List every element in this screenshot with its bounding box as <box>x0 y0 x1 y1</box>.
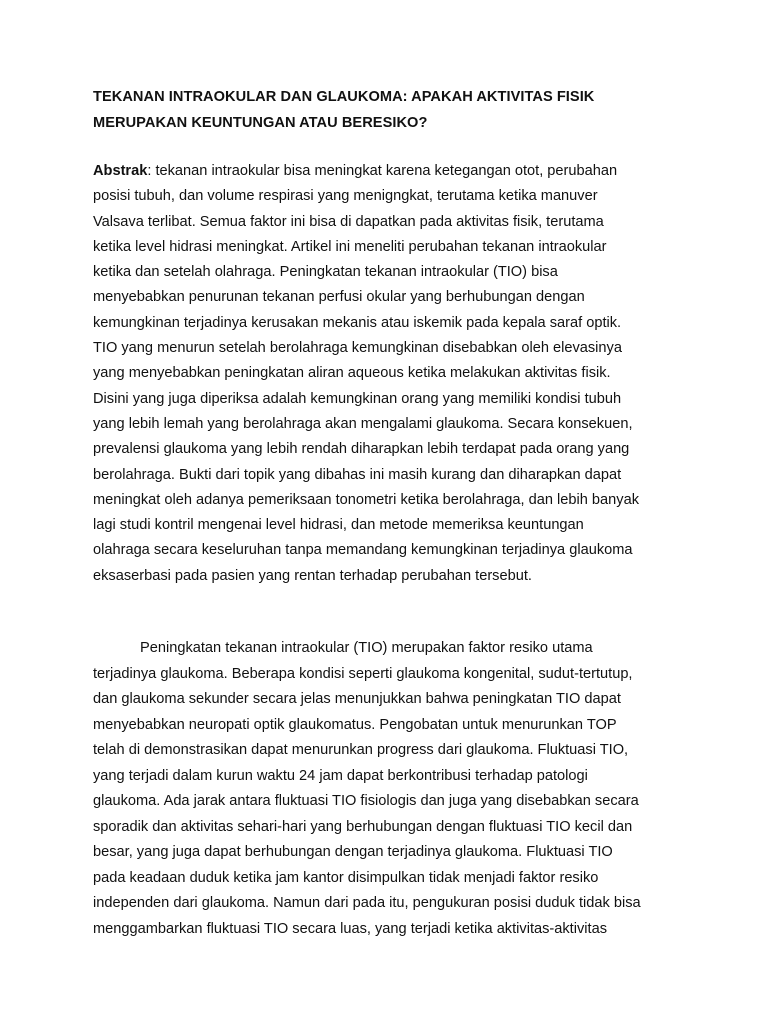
abstract-line: olahraga secara keseluruhan tanpa memandang kemungkinan terjadinya glaukoma <box>93 542 633 559</box>
body-line: terjadinya glaukoma. Beberapa kondisi seperti glaukoma kongenital, sudut-tertutup, <box>93 665 633 682</box>
abstract-line: eksaserbasi pada pasien yang rentan terhadap perubahan tersebut. <box>93 567 532 584</box>
body-line: menyebabkan neuropati optik glaukomatus. Pengobatan untuk menurunkan TOP <box>93 716 617 733</box>
abstract-line: yang lebih lemah yang berolahraga akan mengalami glaukoma. Secara konsekuen, <box>93 415 633 432</box>
abstract-line: ketika dan setelah olahraga. Peningkatan tekanan intraokular (TIO) bisa <box>93 264 558 281</box>
abstract-line: Disini yang juga diperiksa adalah kemungkinan orang yang memiliki kondisi tubuh <box>93 390 622 407</box>
abstract-line: Valsava terlibat. Semua faktor ini bisa di dapatkan pada aktivitas fisik, terutama <box>93 213 604 230</box>
abstract-line: posisi tubuh, dan volume respirasi yang menigngkat, terutama ketika manuver <box>93 188 598 205</box>
abstract-line: TIO yang menurun setelah berolahraga kemungkinan disebabkan oleh elevasinya <box>93 340 622 357</box>
body-line: telah di demonstrasikan dapat menurunkan progress dari glaukoma. Fluktuasi TIO, <box>93 742 629 758</box>
abstract-label: Abstrak <box>93 163 148 179</box>
abstract-line: lagi studi kontril mengenai level hidrasi, dan metode memeriksa keuntungan <box>93 517 584 534</box>
abstract-line: berolahraga. Bukti dari topik yang dibahas ini masih kurang dan diharapkan dapat <box>93 466 622 483</box>
title-line: MERUPAKAN KEUNTUNGAN ATAU BERESIKO? <box>93 114 428 131</box>
body-line: pada keadaan duduk ketika jam kantor disimpulkan tidak menjadi faktor resiko <box>93 869 599 886</box>
body-line: menggambarkan fluktuasi TIO secara luas, yang terjadi ketika aktivitas-aktivitas <box>93 920 607 937</box>
abstract-line: meningkat oleh adanya pemeriksaan tonometri ketika berolahraga, dan lebih banyak <box>93 491 639 508</box>
body-paragraph <box>93 636 693 942</box>
abstract-first-line-text: : tekanan intraokular bisa meningkat karena ketegangan otot, perubahan <box>147 163 618 179</box>
abstract-paragraph <box>93 159 693 589</box>
abstract-line: yang menyebabkan peningkatan aliran aqueous ketika melakukan aktivitas fisik. <box>93 365 611 382</box>
document-title <box>93 85 693 136</box>
body-line: sporadik dan aktivitas sehari-hari yang berhubungan dengan fluktuasi TIO kecil dan <box>93 818 633 835</box>
body-line: besar, yang juga dapat berhubungan dengan terjadinya glaukoma. Fluktuasi TIO <box>93 844 613 860</box>
body-line: Peningkatan tekanan intraokular (TIO) merupakan faktor resiko utama <box>140 640 593 656</box>
abstract-line: ketika level hidrasi meningkat. Artikel ini meneliti perubahan tekanan intraokular <box>93 238 607 255</box>
abstract-first-line <box>93 159 693 184</box>
body-line: dan glaukoma sekunder secara jelas menunjukkan bahwa peningkatan TIO dapat <box>93 691 621 707</box>
abstract-line: kemungkinan terjadinya kerusakan mekanis atau iskemik pada kepala saraf optik. <box>93 314 622 331</box>
body-line: glaukoma. Ada jarak antara fluktuasi TIO fisiologis dan juga yang disebabkan secara <box>93 793 639 809</box>
abstract-line: menyebabkan penurunan tekanan perfusi okular yang berhubungan dengan <box>93 289 585 306</box>
abstract-line: prevalensi glaukoma yang lebih rendah diharapkan lebih terdapat pada orang yang <box>93 441 630 458</box>
body-line: yang terjadi dalam kurun waktu 24 jam dapat berkontribusi terhadap patologi <box>93 767 588 784</box>
title-line: TEKANAN INTRAOKULAR DAN GLAUKOMA: APAKAH AKTIVITAS FISIK <box>93 89 595 105</box>
body-line: independen dari glaukoma. Namun dari pada itu, pengukuran posisi duduk tidak bisa <box>93 895 641 911</box>
